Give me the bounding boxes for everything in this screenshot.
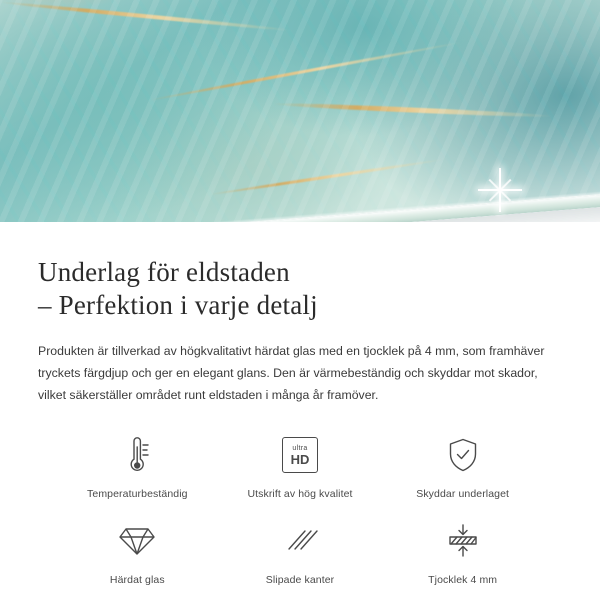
page-title (38, 256, 562, 322)
gold-vein (146, 41, 463, 103)
page-title-line-1: Underlag för eldstaden (38, 257, 290, 287)
polished-edges-icon (281, 518, 319, 564)
product-description: Produkten är tillverkad av högkvalitativt härdat glas med en tjocklek på 4 mm, som framhäver tryckets färgdjup och ger en elegant glans. Den är värmebeständig och skyddar mot skador, vilket säkerställer området runt eldstaden i många år framöver. (38, 344, 545, 402)
ultra-hd-icon (282, 432, 318, 478)
feature-item-temperature (56, 432, 219, 500)
page-title-line-2: – Perfektion i varje detalj (38, 290, 318, 320)
diamond-icon (118, 518, 156, 564)
feature-label: Tjocklek 4 mm (428, 574, 498, 586)
thermometer-icon (120, 432, 154, 478)
ultra-hd-badge (282, 437, 318, 473)
gold-vein (273, 101, 553, 118)
feature-grid (38, 432, 562, 586)
feature-label: Temperaturbeständig (87, 488, 188, 500)
abstract-artwork (0, 0, 600, 222)
thickness-arrows-icon (444, 518, 482, 564)
feature-label: Utskrift av hög kvalitet (247, 488, 353, 500)
feature-label: Härdat glas (109, 574, 165, 586)
glass-panel-image (0, 0, 600, 222)
ultra-hd-badge-top: ultra (292, 444, 308, 452)
gold-vein (209, 158, 445, 196)
shield-check-icon (446, 432, 480, 478)
feature-item-polished-edges (219, 518, 382, 586)
hero-image (0, 0, 600, 222)
feature-label: Skyddar underlaget (416, 488, 510, 500)
feature-item-tempered-glass (56, 518, 219, 586)
content-block (0, 222, 600, 586)
feature-label: Slipade kanter (265, 574, 335, 586)
feature-item-print-quality (219, 432, 382, 500)
feature-item-thickness (381, 518, 544, 586)
ultra-hd-badge-bottom: HD (290, 451, 310, 467)
gold-vein (0, 0, 292, 32)
gold-vein (0, 0, 158, 2)
feature-item-protection (381, 432, 544, 500)
